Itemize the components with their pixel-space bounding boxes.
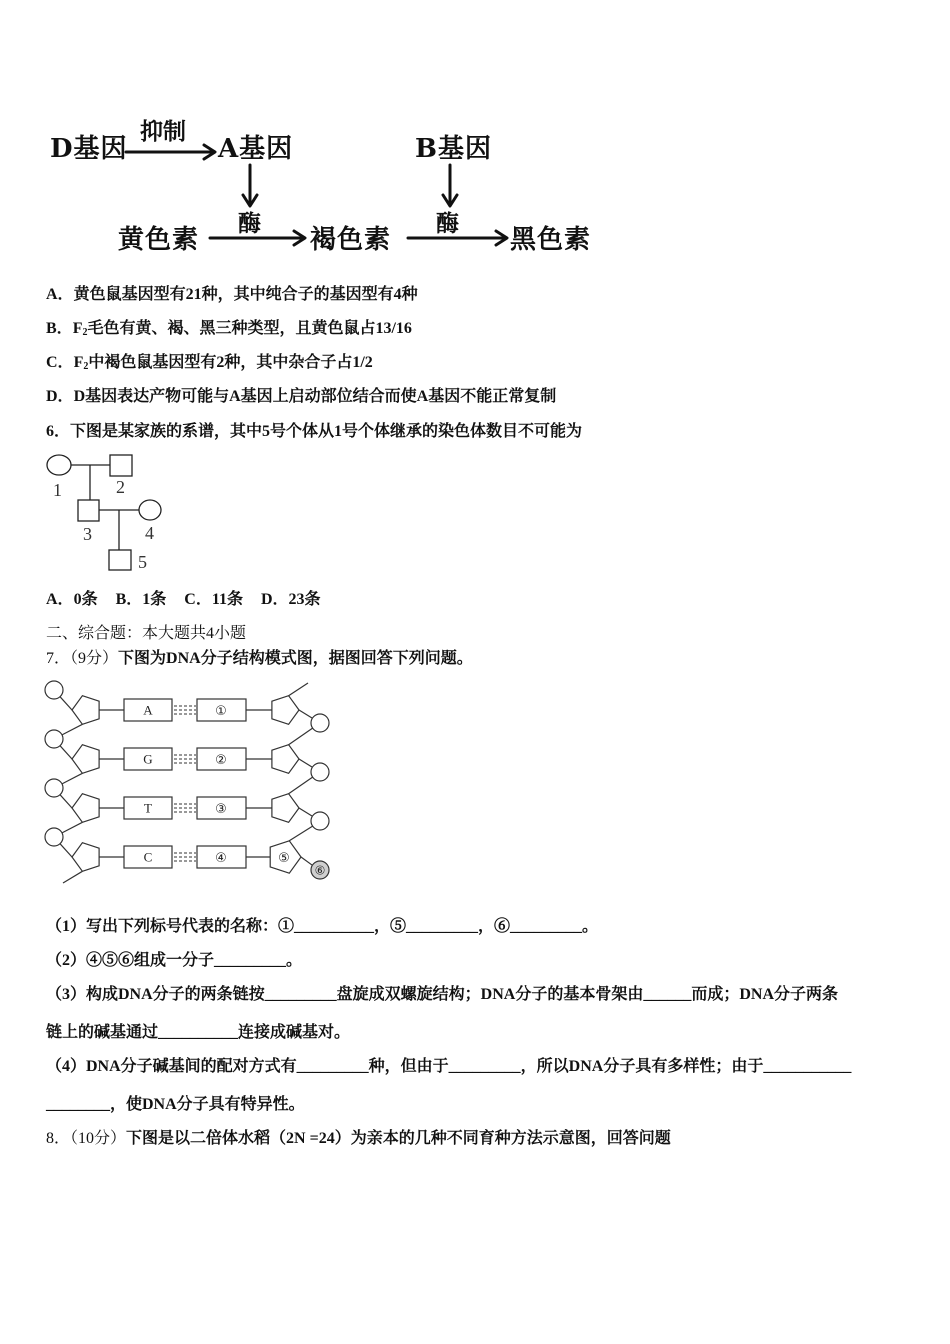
right-phosphate-2: [311, 763, 329, 781]
q7-subquestion-1: （1）写出下列标号代表的名称：①__________，⑤_________，⑥_________。: [46, 918, 599, 935]
left-deoxyribose-4: [72, 843, 99, 872]
generation-symbol: F: [73, 354, 84, 371]
right-phosphate-3: [311, 812, 329, 830]
base-label-a: A: [143, 702, 153, 718]
right-backbone-bond: [299, 759, 312, 767]
question-text: 下图是某家族的系谱，其中5号个体从1号个体继承的染色体数目不可能为: [70, 423, 583, 440]
option-text: 11条: [211, 591, 243, 608]
inhibit-label: 抑制: [140, 118, 186, 145]
question-points: （10分）: [70, 1130, 127, 1147]
right-phosphate-1: [311, 714, 329, 732]
left-phosphate-3: [45, 779, 63, 797]
base-label-c: C: [143, 849, 153, 865]
generation-symbol: F: [72, 320, 83, 337]
q6-option-b: [116, 591, 167, 608]
right-deoxyribose-2: [272, 745, 299, 774]
pair-label-4: ④: [215, 851, 227, 866]
q7-subquestion-4: （4）DNA分子碱基间的配对方式有_________种，但由于_________，所以DNA分子具有多样性；由于___________: [46, 1058, 852, 1075]
question-number: 7．: [46, 650, 71, 667]
sugar-label-5: ⑤: [278, 851, 290, 866]
generation-subscript: 2: [82, 327, 88, 338]
brown-pigment-label: 褐色素: [310, 225, 392, 255]
hydrogen-bonds-row-4: [174, 853, 196, 861]
option-label: D．: [46, 388, 74, 405]
female-individual-4: [139, 500, 161, 520]
right-deoxyribose-3: [272, 794, 299, 823]
right-deoxyribose-1: [272, 696, 299, 725]
right-backbone-bond: [289, 826, 312, 841]
yellow-pigment-label: 黄色素: [118, 225, 200, 255]
q5-option-a: [46, 285, 418, 305]
right-backbone-tail: [289, 683, 308, 696]
right-backbone-bond: [299, 808, 312, 816]
question-text: 下图为DNA分子结构模式图，据图回答下列问题。: [118, 650, 473, 667]
dna-structure-diagram: [40, 676, 340, 888]
left-backbone-bond: [60, 697, 72, 710]
b-gene-down-arrow: [443, 165, 457, 206]
right-backbone-bond: [289, 777, 313, 794]
base-label-t: T: [144, 800, 152, 816]
right-backbone-bond: [301, 857, 312, 865]
individual-label-2: 2: [116, 477, 125, 497]
individual-label-5: 5: [138, 552, 147, 572]
q7-subquestion-2: （2）④⑤⑥组成一分子_________。: [46, 952, 303, 969]
b-gene-label: B基因: [415, 134, 492, 164]
left-backbone-bond: [60, 844, 72, 857]
q6-options: [46, 590, 339, 610]
inhibit-arrow: [126, 145, 215, 159]
q5-option-d: [46, 387, 556, 407]
left-backbone-tail: [63, 871, 82, 883]
question-number: 8．: [46, 1130, 71, 1147]
left-deoxyribose-2: [72, 745, 99, 774]
left-backbone-bond: [62, 773, 82, 784]
q7-subquestion-3-continued: 链上的碱基通过__________连接成碱基对。: [46, 1024, 351, 1041]
option-label: C．: [46, 354, 74, 371]
gene-pathway-diagram: [40, 110, 620, 260]
male-individual-3: [78, 500, 99, 521]
left-phosphate-2: [45, 730, 63, 748]
option-text: 黄色鼠基因型有21种，其中纯合子的基因型有4种: [73, 286, 418, 303]
pair-label-3: ③: [215, 802, 227, 817]
option-label: A．: [46, 286, 74, 303]
hydrogen-bonds-row-2: [174, 755, 196, 763]
a-gene-down-arrow: [243, 165, 257, 206]
pair-label-2: ②: [215, 753, 227, 768]
right-backbone-bond: [299, 710, 312, 718]
enzyme-b-label: 酶: [436, 210, 459, 237]
option-text: 1条: [142, 591, 167, 608]
question-number: 6．: [46, 423, 71, 440]
individual-label-1: 1: [53, 480, 62, 500]
option-text: D基因表达产物可能与A基因上启动部位结合而使A基因不能正常复制: [73, 388, 557, 405]
q8-stem: [46, 1129, 671, 1149]
male-individual-2: [110, 455, 132, 476]
hydrogen-bonds-row-3: [174, 804, 196, 812]
option-label: B．: [46, 320, 73, 337]
q6-stem: [46, 422, 582, 442]
left-phosphate-4: [45, 828, 63, 846]
female-individual-1: [47, 455, 71, 475]
q7-stem: [46, 649, 473, 669]
option-text: 23条: [288, 591, 321, 608]
a-gene-label: A基因: [218, 134, 294, 164]
individual-label-4: 4: [145, 523, 154, 543]
male-individual-5: [109, 550, 131, 570]
left-backbone-bond: [62, 724, 82, 735]
q6-option-c: [184, 591, 243, 608]
black-pigment-label: 黑色素: [510, 225, 592, 255]
phosphate-label-6: ⑥: [314, 863, 326, 878]
individual-label-3: 3: [83, 524, 92, 544]
right-backbone-bond: [289, 728, 313, 745]
option-label: B．: [115, 591, 143, 608]
base-label-g: G: [143, 751, 153, 767]
question-text: 下图是以二倍体水稻（2N =24）为亲本的几种不同育种方法示意图，回答问题: [126, 1130, 671, 1147]
generation-subscript: 2: [83, 361, 89, 372]
q6-option-a: [46, 591, 98, 608]
left-deoxyribose-1: [72, 696, 99, 725]
option-label: C．: [184, 591, 212, 608]
question-points: （9分）: [70, 650, 119, 667]
left-deoxyribose-3: [72, 794, 99, 823]
option-text: 毛色有黄、褐、黑三种类型，且黄色鼠占13/16: [87, 320, 412, 337]
q7-subquestion-3: （3）构成DNA分子的两条链按_________盘旋成双螺旋结构；DNA分子的基本骨架由______而成；DNA分子两条: [46, 986, 838, 1003]
option-label: A．: [46, 591, 74, 608]
left-backbone-bond: [62, 822, 82, 833]
d-gene-label: D基因: [50, 134, 128, 164]
pedigree-chart: [40, 450, 170, 575]
enzyme-a-label: 酶: [238, 210, 261, 237]
option-text: 0条: [73, 591, 98, 608]
left-backbone-bond: [60, 795, 72, 808]
option-label: D．: [260, 591, 289, 608]
q6-option-d: [261, 591, 321, 608]
section-title: 二、综合题：本大题共4小题: [46, 625, 247, 642]
left-phosphate-1: [45, 681, 63, 699]
option-text: 中褐色鼠基因型有2种，其中杂合子占1/2: [88, 354, 373, 371]
left-backbone-bond: [60, 746, 72, 759]
pair-label-1: ①: [215, 704, 227, 719]
hydrogen-bonds-row-1: [174, 706, 196, 714]
q5-option-c: [46, 353, 373, 373]
q7-subquestion-4-continued: ________，使DNA分子具有特异性。: [46, 1096, 305, 1113]
q5-option-b: [46, 319, 412, 339]
